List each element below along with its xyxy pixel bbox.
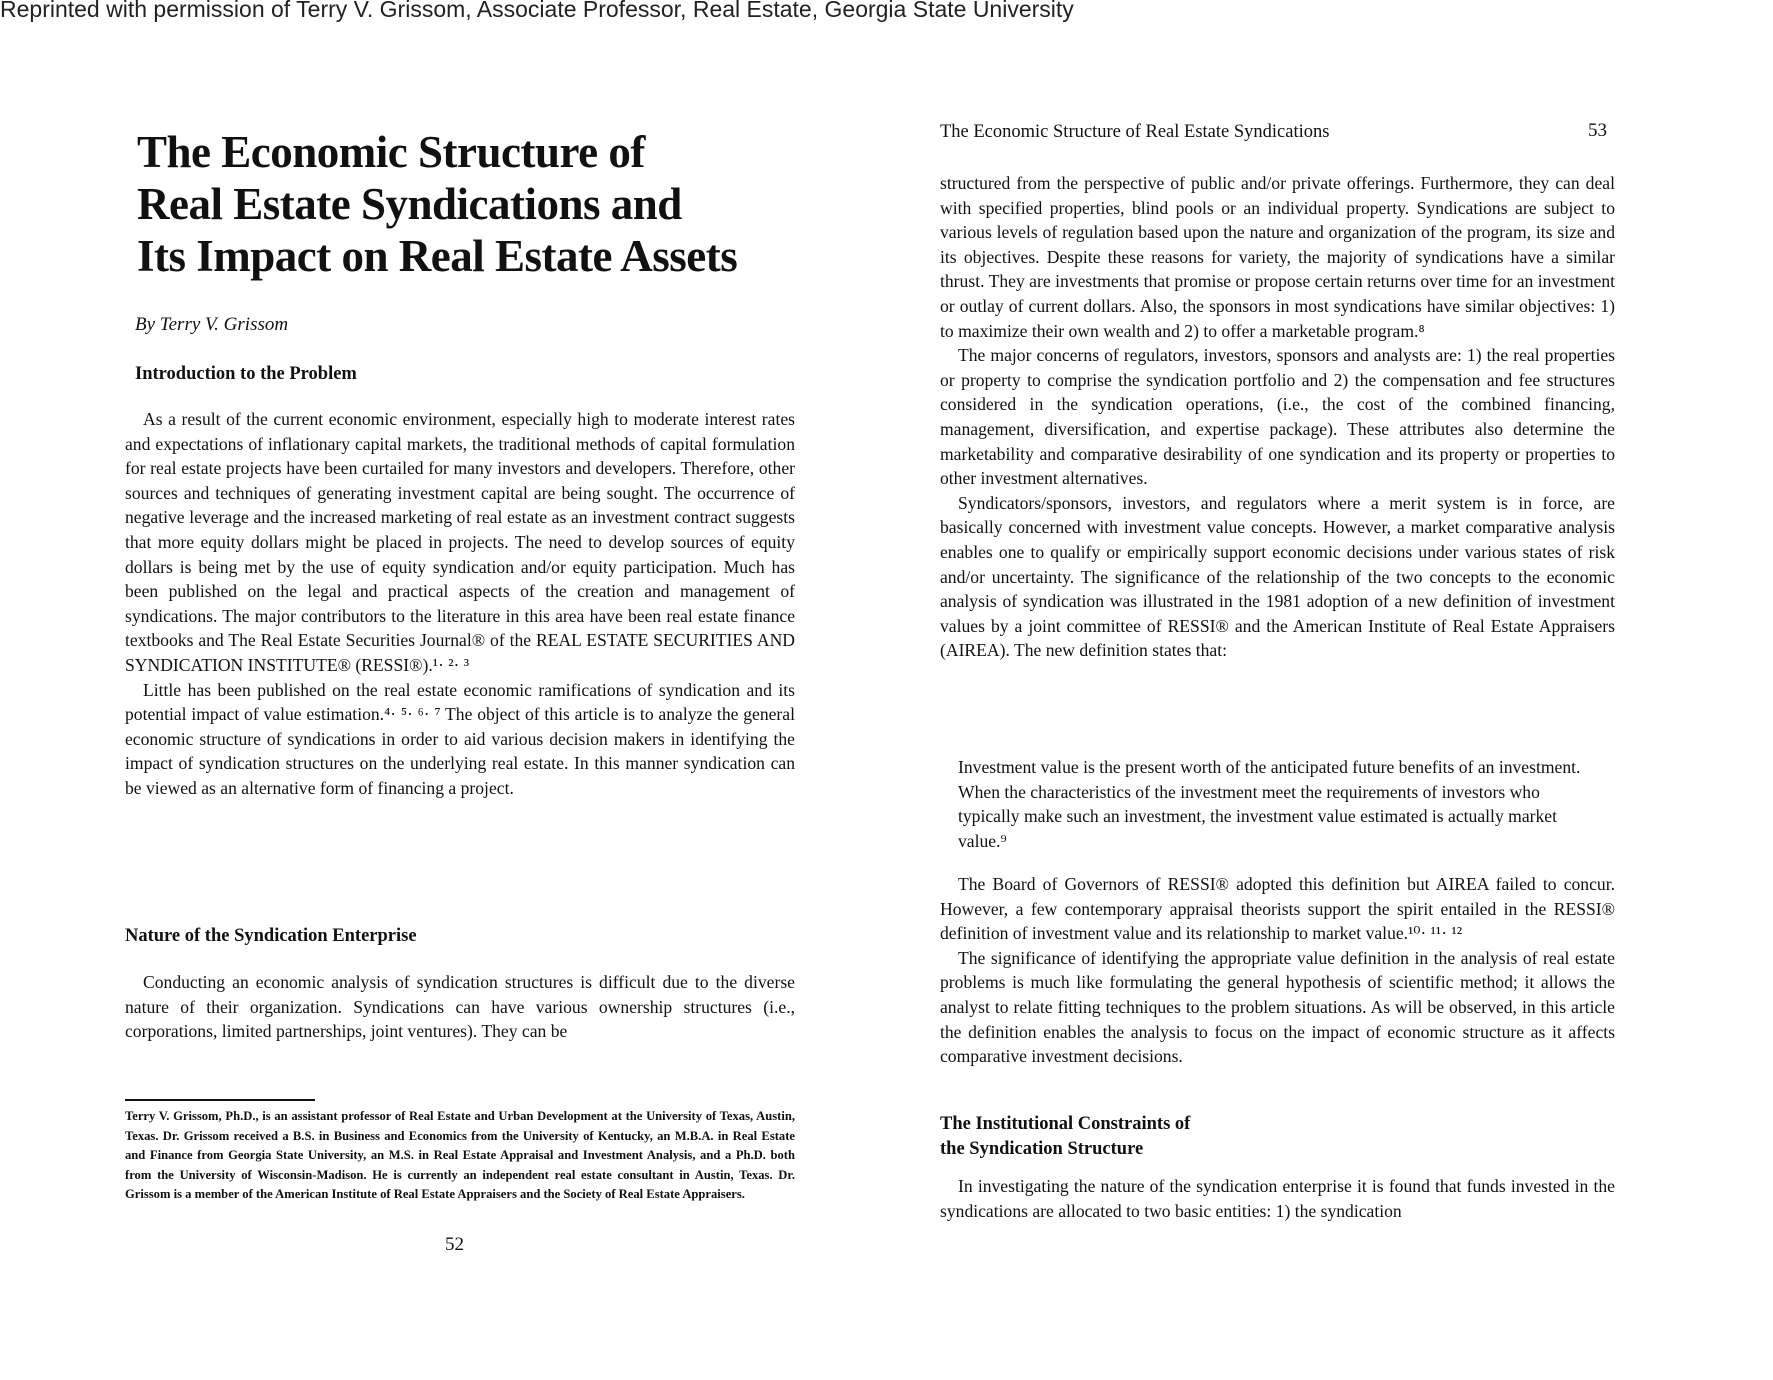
byline: By Terry V. Grissom bbox=[135, 314, 289, 335]
running-head: The Economic Structure of Real Estate Syndications bbox=[940, 122, 1330, 142]
paragraph-significance: The significance of identifying the appropriate value definition in the analysis of real estate problems is much like formulating the general hypothesis of scientific method; it allows the analyst to relate fitting techniques to the problem situations. As will be observed, in this article the definition enables the analysis to focus on the impact of economic structure as it affects comparative investment decisions. bbox=[940, 947, 1615, 1067]
page-number-left: 52 bbox=[445, 1234, 464, 1255]
page-number-right: 53 bbox=[1588, 120, 1607, 141]
paragraph-board-of-governors: The Board of Governors of RESSI® adopted this definition but AIREA failed to concur. However, a few contemporary appraisal theorists support the spirit entailed in the RESSI® definition of investment value and its relationship to market value.¹⁰· ¹¹· ¹² bbox=[940, 874, 1615, 944]
introduction-paragraph-1: As a result of the current economic environment, especially high to moderate interest rates and expectations of inflationary capital markets, the traditional methods of capital formulation for real estate projects have been curtailed for many investors and developers. Therefore, other sources and techniques of generating investment capital are being sought. The occurrence of negative leverage and the increased marketing of real estate as an investment contract suggests that more equity dollars might be placed in projects. The need to develop sources of equity dollars is being met by the use of equity syndication and/or equity participation. Much has been published on the legal and practical aspects of the creation and management of syndications. The major contributors to the literature in this area have been real estate finance textbooks and The Real Estate Securities Journal® of the REAL ESTATE SECURITIES AND SYNDICATION INSTITUTE® (RESSI®).¹· ²· ³ bbox=[125, 409, 795, 675]
section-heading-nature: Nature of the Syndication Enterprise bbox=[125, 926, 417, 946]
title-line-2: Real Estate Syndications and bbox=[137, 179, 682, 229]
paragraph-offerings: structured from the perspective of public and/or private offerings. Furthermore, they can deal with specified properties, blind pools or an individual property. Syndications are subject to various levels of regulation based upon the nature and organization of the program, its size and its objectives. Despite these reasons for variety, the majority of syndications have a similar thrust. They are investments that promise or propose certain returns over time for an investment or outlay of current dollars. Also, the sponsors in most syndications have similar objectives: 1) to maximize their own wealth and 2) to offer a marketable program.⁸ bbox=[940, 173, 1615, 341]
right-body-middle bbox=[940, 872, 1615, 1069]
section-heading-line-1: The Institutional Constraints of bbox=[940, 1114, 1191, 1134]
introduction-body bbox=[125, 407, 795, 801]
section-heading-introduction: Introduction to the Problem bbox=[135, 364, 357, 384]
section-heading-institutional-constraints bbox=[940, 1112, 1190, 1162]
right-body-bottom bbox=[940, 1174, 1615, 1223]
definition-quote: Investment value is the present worth of the anticipated future benefits of an investment. When the characteristics of the investment meet the requirements of investors who typically make such an investment, the investment value estimated is actually market value.⁹ bbox=[958, 757, 1581, 851]
article-title bbox=[137, 126, 777, 282]
right-body-top bbox=[940, 171, 1615, 663]
paragraph-major-concerns: The major concerns of regulators, investors, sponsors and analysts are: 1) the real properties or property to comprise the syndication portfolio and 2) the compensation and fee structures considered in the syndication operations, (i.e., the cost of the combined financing, management, diversification, and expertise package). These attributes also determine the marketability and comparative desirability of one syndication and its property or properties to other investment alternatives. bbox=[940, 345, 1615, 489]
section-heading-line-2: the Syndication Structure bbox=[940, 1139, 1144, 1159]
title-line-3: Its Impact on Real Estate Assets bbox=[137, 231, 738, 281]
author-footnote: Terry V. Grissom, Ph.D., is an assistant professor of Real Estate and Urban Development at the University of Texas, Austin, Texas. Dr. Grissom received a B.S. in Business and Economics from the University of Kentucky, an M.B.A. in Real Estate and Finance from Georgia State University, an M.S. in Real Estate Appraisal and Investment Analysis, and a Ph.D. both from the University of Wisconsin-Madison. He is currently an independent real estate consultant in Austin, Texas. Dr. Grissom is a member of the American Institute of Real Estate Appraisers and the Society of Real Estate Appraisers. bbox=[125, 1109, 795, 1202]
paragraph-investigating: In investigating the nature of the syndication enterprise it is found that funds invested in the syndications are allocated to two basic entities: 1) the syndication bbox=[940, 1176, 1615, 1221]
nature-paragraph-1: Conducting an economic analysis of syndication structures is difficult due to the diverse nature of their organization. Syndications can have various ownership structures (i.e., corporations, limited partnerships, joint ventures). They can be bbox=[125, 972, 795, 1042]
footnote-rule bbox=[125, 1099, 315, 1101]
introduction-paragraph-2: Little has been published on the real estate economic ramifications of syndication and its potential impact of value estimation.⁴· ⁵· ⁶· ⁷ The object of this article is to analyze the general economic structure of syndications in order to aid various decision makers in identifying the impact of syndication structures on the underlying real estate. In this manner syndication can be viewed as an alternative form of financing a project. bbox=[125, 679, 795, 798]
nature-body bbox=[125, 970, 795, 1044]
title-line-1: The Economic Structure of bbox=[137, 127, 645, 177]
paragraph-investment-value-concepts: Syndicators/sponsors, investors, and regulators where a merit system is in force, are basically concerned with investment value concepts. However, a market comparative analysis enables one to qualify or empirically support economic decisions under various states of risk and/or uncertainty. The significance of the relationship of the two concepts to the economic analysis of syndication was illustrated in the 1981 adoption of a new definition of investment values by a joint committee of RESSI® and the American Institute of Real Estate Appraisers (AIREA). The new definition states that: bbox=[940, 492, 1615, 661]
reprint-notice: Reprinted with permission of Terry V. Grissom, Associate Professor, Real Estate, Georgia State University bbox=[0, 0, 1074, 22]
